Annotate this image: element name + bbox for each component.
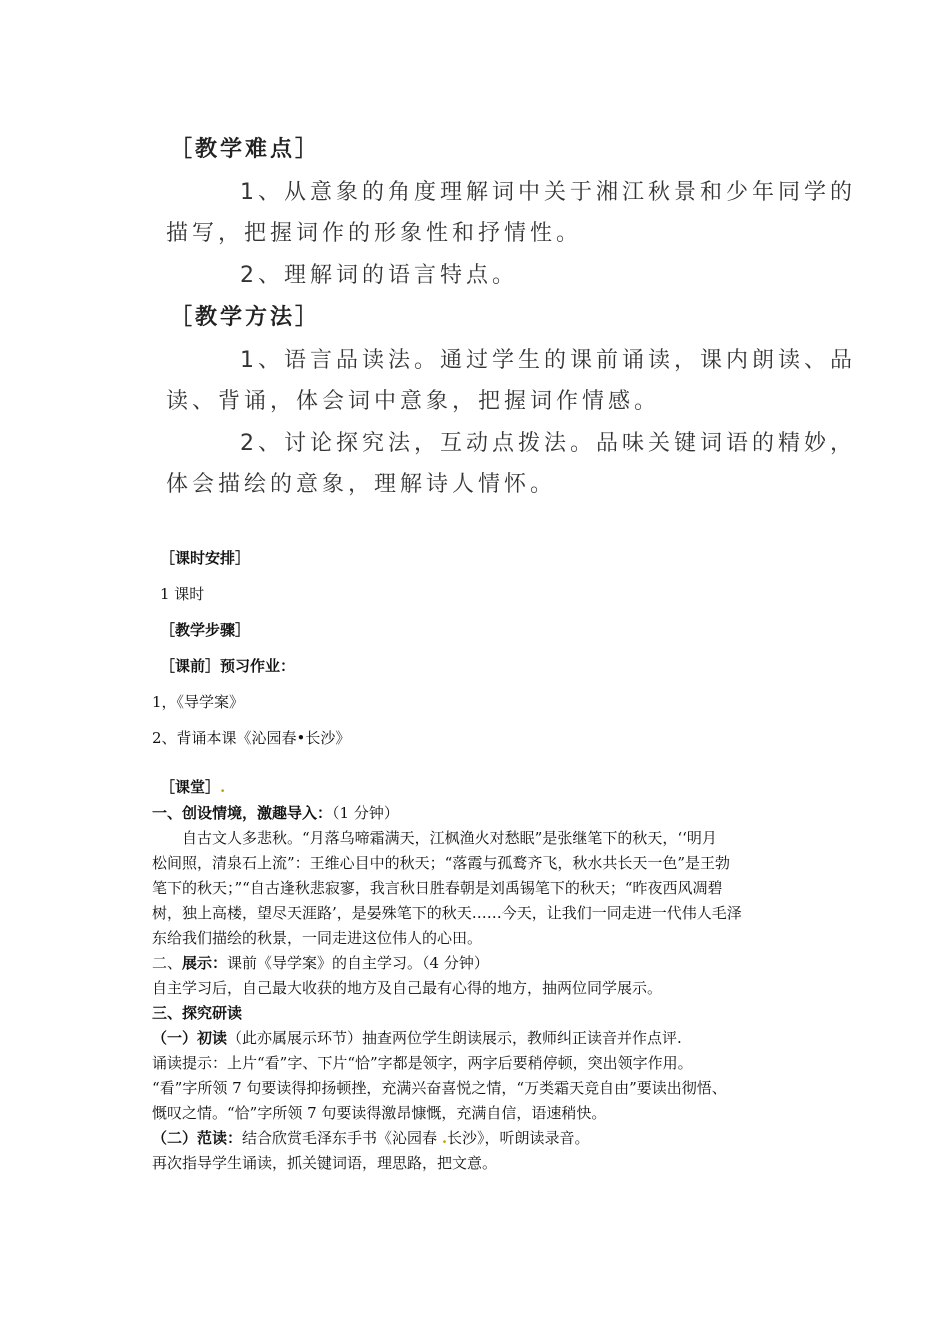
in-class-label: ［课堂］ bbox=[160, 778, 221, 796]
heading-teaching-difficulties: ［教学难点］ bbox=[170, 136, 321, 162]
section-3b-text-1: 结合欣赏毛泽东手书《沁园春 bbox=[242, 1129, 438, 1147]
method-item-2-line-1: 2、讨论探究法，互动点拨法。品味关键词语的精妙， bbox=[240, 431, 856, 456]
section-3a-text: （此亦属展示环节）抽查两位学生朗读展示，教师纠正读音并作点评. bbox=[227, 1029, 682, 1047]
section-1-heading-line bbox=[152, 802, 399, 823]
difficulty-item-2: 2、理解词的语言特点。 bbox=[240, 263, 518, 288]
section-3b-line-1 bbox=[152, 1127, 590, 1148]
section-3-heading: 三、探究研读 bbox=[152, 1004, 243, 1022]
class-hours-value: 1 课时 bbox=[160, 585, 205, 603]
section-3b-label: （二）范读： bbox=[152, 1129, 243, 1147]
method-item-1-line-1: 1、语言品读法。通过学生的课前诵读，课内朗读、品 bbox=[240, 348, 856, 373]
homework-item-2: 2、背诵本课《沁园春•长沙》 bbox=[152, 729, 351, 747]
in-class-line bbox=[160, 776, 225, 797]
before-class-line bbox=[160, 655, 295, 676]
before-class-label: ［课前］ bbox=[160, 657, 221, 675]
heading-class-hours: ［课时安排］ bbox=[160, 549, 251, 567]
in-class-dot: . bbox=[220, 778, 226, 796]
section-3b-text-2: 长沙》，听朗读录音。 bbox=[447, 1129, 590, 1147]
section-1-paragraph-line-4: 树，独上高楼，望尽天涯路’，是晏殊笔下的秋天……今天，让我们一同走进一代伟人毛泽 bbox=[152, 904, 742, 922]
section-3a-line-2: 诵读提示：上片“看”字、下片“恰”字都是领字，两字后要稍停顿，突出领字作用。 bbox=[152, 1054, 693, 1072]
section-2-heading-line bbox=[152, 952, 489, 973]
before-class-text: 预习作业： bbox=[220, 657, 296, 675]
method-item-1-line-2: 读、背诵，体会词中意象，把握词作情感。 bbox=[166, 389, 661, 414]
heading-teaching-methods: ［教学方法］ bbox=[170, 304, 321, 330]
section-1-heading: 一、创设情境，激趣导入： bbox=[152, 804, 333, 822]
section-2-text: 课前《导学案》的自主学习。（4 分钟） bbox=[227, 954, 489, 972]
section-1-paragraph-line-5: 东给我们描绘的秋景，一同走进这位伟人的心田。 bbox=[152, 929, 483, 947]
section-1-paragraph-line-1: 自古文人多悲秋。“月落乌啼霜满天，江枫渔火对愁眠”是张继笔下的秋天，‘‘明月 bbox=[182, 829, 717, 847]
section-2-number: 二、 bbox=[152, 954, 183, 972]
section-3a-line-1 bbox=[152, 1027, 682, 1048]
heading-teaching-steps: ［教学步骤］ bbox=[160, 621, 251, 639]
section-1-time: （1 分钟） bbox=[332, 804, 399, 822]
section-1-paragraph-line-2: 松间照，清泉石上流”：王维心目中的秋天；“落霞与孤鹜齐飞，秋水共长天一色”是王勃 bbox=[152, 854, 731, 872]
method-item-2-line-2: 体会描绘的意象，理解诗人情怀。 bbox=[166, 472, 557, 497]
difficulty-item-1-line-2: 描写，把握词作的形象性和抒情性。 bbox=[166, 221, 583, 246]
section-1-paragraph-line-3: 笔下的秋天；”“自古逢秋悲寂寥，我言秋日胜春朝是刘禹锡笔下的秋天；“昨夜西风凋碧 bbox=[152, 879, 723, 897]
section-2-paragraph: 自主学习后，自己最大收获的地方及自己最有心得的地方，抽两位同学展示。 bbox=[152, 979, 663, 997]
section-3a-label: （一）初读 bbox=[152, 1029, 228, 1047]
section-3b-line-2: 再次指导学生诵读，抓关键词语，理思路，把文意。 bbox=[152, 1154, 498, 1172]
section-3a-line-3: “看”字所领 7 句要读得抑扬顿挫，充满兴奋喜悦之情，“万类霜天竞自由”要读出彻悟、 bbox=[152, 1079, 727, 1097]
section-3a-line-4: 慨叹之情。“恰”字所领 7 句要读得激昂慷慨，充满自信，语速稍快。 bbox=[152, 1104, 607, 1122]
section-2-label: 展示： bbox=[182, 954, 228, 972]
difficulty-item-1-line-1: 1、从意象的角度理解词中关于湘江秋景和少年同学的 bbox=[240, 180, 856, 205]
section-3b-dot: . bbox=[441, 1129, 448, 1147]
homework-item-1: 1，《导学案》 bbox=[152, 693, 245, 711]
